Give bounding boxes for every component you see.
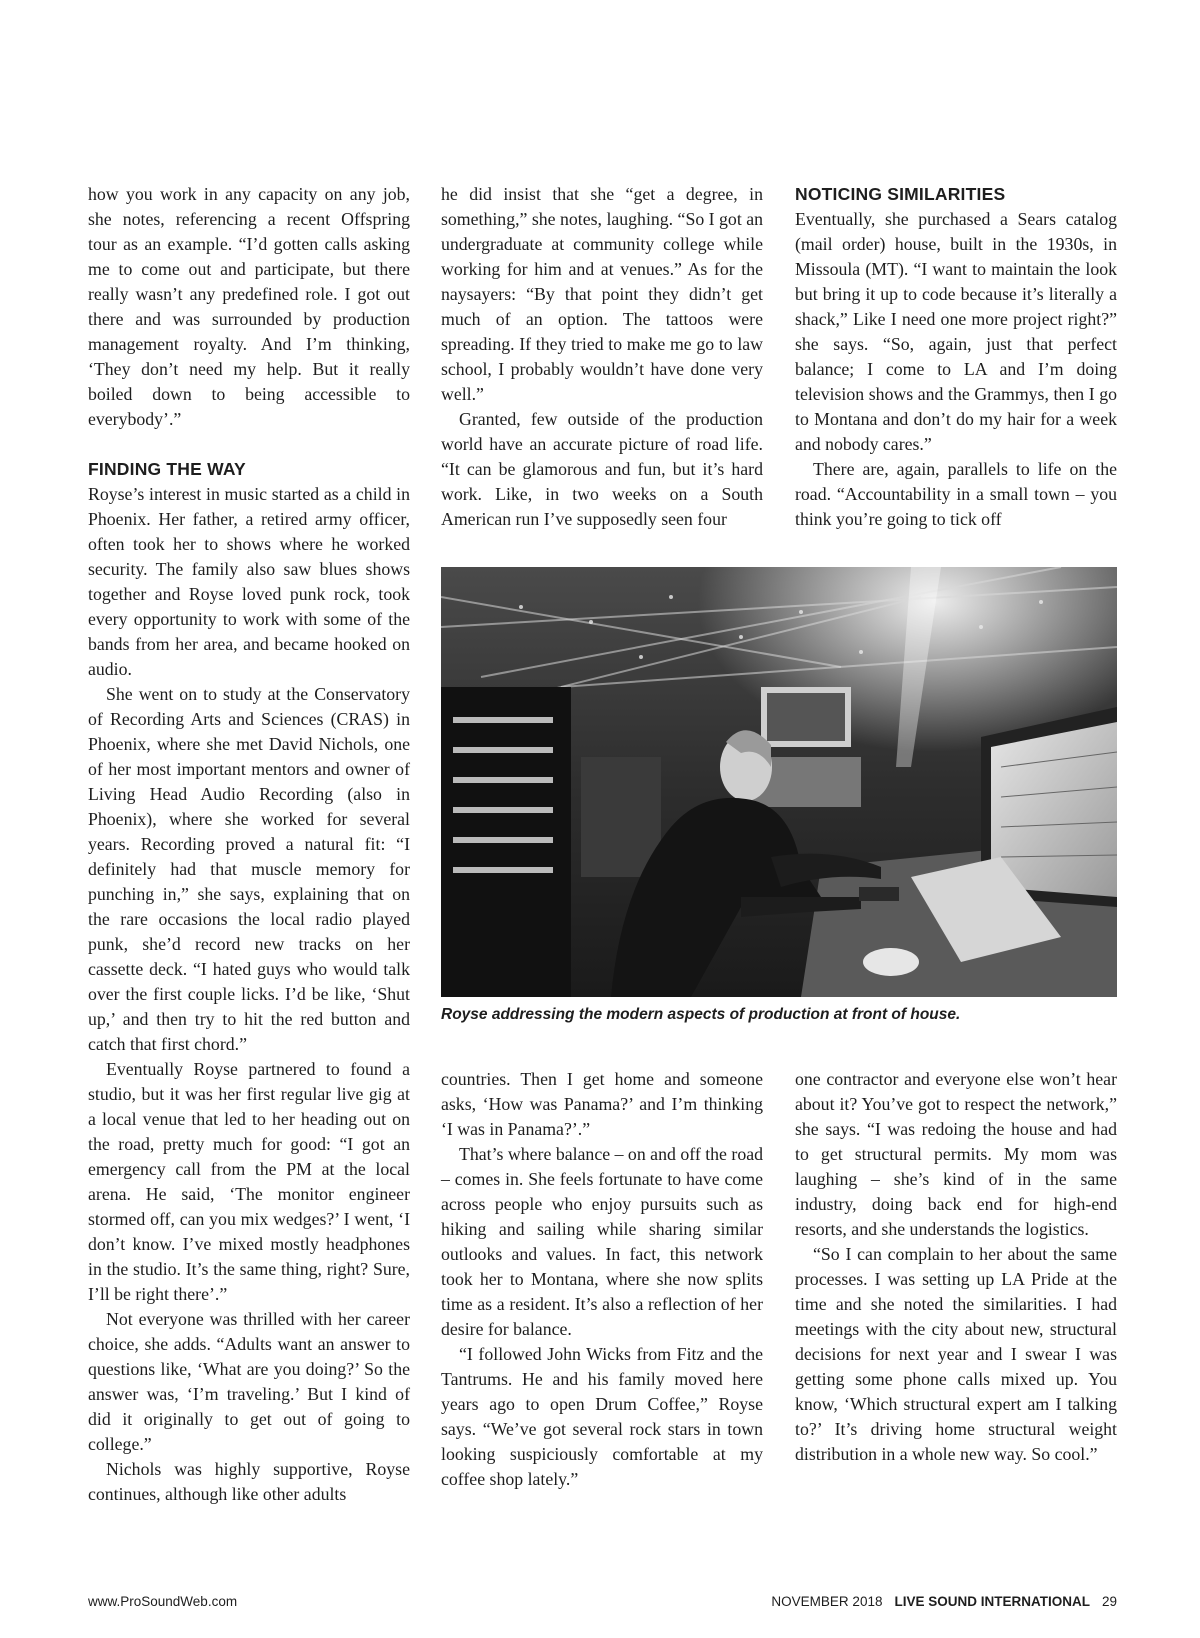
article-column-4 (441, 1067, 763, 1492)
footer-info (759, 1593, 1117, 1611)
paragraph: She went on to study at the Conservatory of Recording Arts and Sciences (CRAS) in Phoenix, where she met David Nichols, one of her most important mentors and owner of Living Head Audio Recording (also in Phoenix), where she worked for several years. Recording proved a natural fit: “I definitely had that muscle memory for punching in,” she says, explaining that on the rare occasions the local radio played punk, she’d record new tracks on her cassette deck. “I hated guys who would talk over the first couple licks. I’d be like, ‘Shut up,’ and then try to hit the red button and catch that first chord.” (88, 684, 410, 1054)
paragraph: how you work in any capacity on any job, she notes, referencing a recent Offspring tour as an example. “I’d gotten calls asking me to come out and participate, but there really wasn’t any predefined role. I got out there and was surrounded by production management royalty. And I’m thinking, ‘They don’t need my help. But it really boiled down to being accessible to everybody’.” (88, 184, 410, 429)
article-column-2 (441, 182, 763, 532)
footer-website-link[interactable]: www.ProSoundWeb.com (88, 1594, 238, 1609)
paragraph: he did insist that she “get a degree, in something,” she notes, laughing. “So I got an undergraduate at community college while working for him and at venues.” As for the naysayers: “By that point they didn’t get much of an option. The tattoos were spreading. If they tried to make me go to law school, I probably wouldn’t have done very well.” (441, 184, 763, 404)
paragraph: Not everyone was thrilled with her career choice, she adds. “Adults want an answer to questions like, ‘What are you doing?’ So the answer was, ‘I’m traveling.’ But I kind of did it originally to get out of going to college.” (88, 1309, 410, 1454)
article-photo (441, 567, 1117, 997)
section-heading-finding-the-way: FINDING THE WAY (88, 459, 246, 479)
paragraph: “I followed John Wicks from Fitz and the Tantrums. He and his family moved here years ago to open Drum Coffee,” Royse says. “We’ve got several rock stars in town looking suspiciously comfortable at my coffee shop lately.” (441, 1344, 763, 1489)
footer-page-number: 29 (1101, 1594, 1117, 1609)
paragraph: “So I can complain to her about the same processes. I was setting up LA Pride at the time and she noted the similarities. I had meetings with the city about new, structural decisions for next year and I swear I was getting some phone calls mixed up. You know, ‘Which structural expert am I talking to?’ It’s driving home structural weight distribution in a whole new way. So cool.” (795, 1244, 1117, 1464)
paragraph: There are, again, parallels to life on the road. “Accountability in a small town – you think you’re going to tick off (795, 459, 1117, 529)
footer-issue-date: NOVEMBER 2018 (771, 1594, 883, 1609)
paragraph: Eventually Royse partnered to found a studio, but it was her first regular live gig at a local venue that led to her heading out on the road, pretty much for good: “I got an emergency call from the PM at the local arena. He said, ‘The monitor engineer stormed off, can you mix wedges?’ I went, ‘I don’t know. I’ve mixed mostly headphones in the studio. It’s the same thing, right? Sure, I’ll be right there’.” (88, 1059, 410, 1304)
paragraph: one contractor and everyone else won’t hear about it? You’ve got to respect the network,” she says. “I was redoing the house and had to get structural permits. My mom was laughing – she’s kind of in the same industry, doing back end for high-end resorts, and she understands the logistics. (795, 1069, 1117, 1239)
footer-magazine-name: LIVE SOUND INTERNATIONAL (894, 1594, 1090, 1609)
paragraph: Granted, few outside of the production world have an accurate picture of road life. “It can be glamorous and fun, but it’s hard work. Like, in two weeks on a South American run I’ve supposedly seen four (441, 409, 763, 529)
paragraph: Nichols was highly supportive, Royse continues, although like other adults (88, 1459, 410, 1504)
photo-caption: Royse addressing the modern aspects of production at front of house. (441, 1006, 961, 1023)
paragraph: countries. Then I get home and someone asks, ‘How was Panama?’ and I’m thinking ‘I was in Panama?’.” (441, 1069, 763, 1139)
article-column-3 (795, 182, 1117, 532)
article-column-5 (795, 1067, 1117, 1467)
paragraph: That’s where balance – on and off the road – comes in. She feels fortunate to have come across people who enjoy pursuits such as hiking and sailing while sharing similar outlooks and values. In fact, this network took her to Montana, where she now splits time as a resident. It’s also a reflection of her desire for balance. (441, 1144, 763, 1339)
article-column-1 (88, 182, 410, 1507)
paragraph: Eventually, she purchased a Sears catalog (mail order) house, built in the 1930s, in Missoula (MT). “I want to maintain the look but bring it up to code because it’s literally a shack,” Like I need one more project right?” she says. “So, again, just that perfect balance; I come to LA and I’m doing television shows and the Grammys, then I go to Montana and don’t do my hair for a week and nobody cares.” (795, 209, 1117, 454)
section-heading-noticing-similarities: NOTICING SIMILARITIES (795, 184, 1006, 204)
paragraph: Royse’s interest in music started as a child in Phoenix. Her father, a retired army officer, often took her to shows where he worked security. The family also saw blues shows together and Royse loved punk rock, took every opportunity to work with some of the bands from her area, and became hooked on audio. (88, 484, 410, 679)
